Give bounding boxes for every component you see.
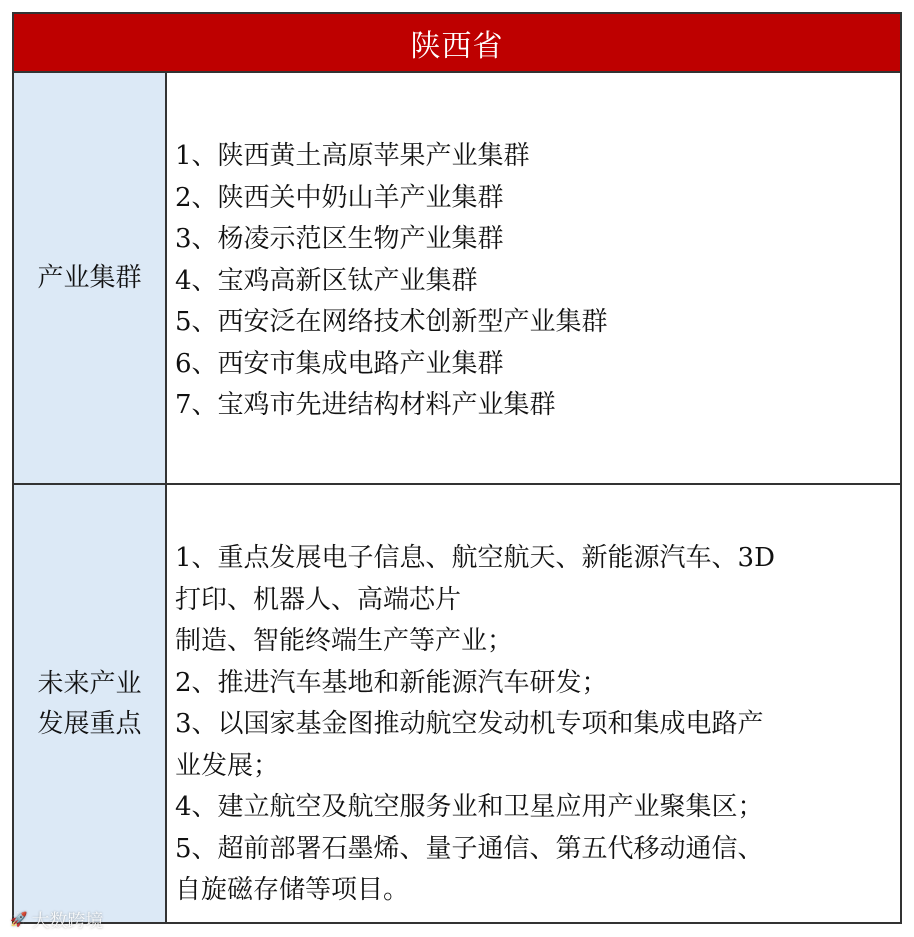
list-item: 自旋磁存储等项目。 [175,875,410,905]
list-item: 制造、智能终端生产等产业； [175,626,514,656]
list-item: 3、以国家基金图推动航空发动机专项和集成电路产 [175,709,764,739]
list-item: 1、陕西黄土高原苹果产业集群 [175,141,530,171]
list-item: 5、西安泛在网络技术创新型产业集群 [175,307,608,337]
list-item: 5、超前部署石墨烯、量子通信、第五代移动通信、 [175,833,764,864]
row-label-line: 未来产业 [37,668,142,699]
row-label-future-focus [14,485,167,922]
list-item: 4、建立航空及航空服务业和卫星应用产业聚集区； [175,792,764,822]
row-content-industry-clusters [167,73,900,483]
list-item: 4、宝鸡高新区钛产业集群 [175,265,478,296]
row-content-future-focus [167,485,900,922]
watermark-text: 大数跨境 [31,911,104,932]
list-item: 1、重点发展电子信息、航空航天、新能源汽车、3D [175,543,775,573]
watermark [10,907,103,933]
list-item: 2、推进汽车基地和新能源汽车研发； [175,667,608,698]
table-row-future-focus [14,485,900,922]
table-row-industry-clusters [14,73,900,485]
list-item: 7、宝鸡市先进结构材料产业集群 [175,390,556,420]
rocket-logo-icon: 🚀 [10,912,28,928]
list-item: 3、杨凌示范区生物产业集群 [175,224,504,254]
row-label-industry-clusters: 产业集群 [14,73,167,483]
province-table [12,12,902,924]
list-item: 2、陕西关中奶山羊产业集群 [175,182,504,213]
list-item: 6、西安市集成电路产业集群 [175,348,504,379]
table-header-province: 陕西省 [14,14,900,73]
row-label-line: 发展重点 [37,708,142,739]
list-item: 打印、机器人、高端芯片 [175,584,462,615]
list-item: 业发展； [175,750,280,781]
